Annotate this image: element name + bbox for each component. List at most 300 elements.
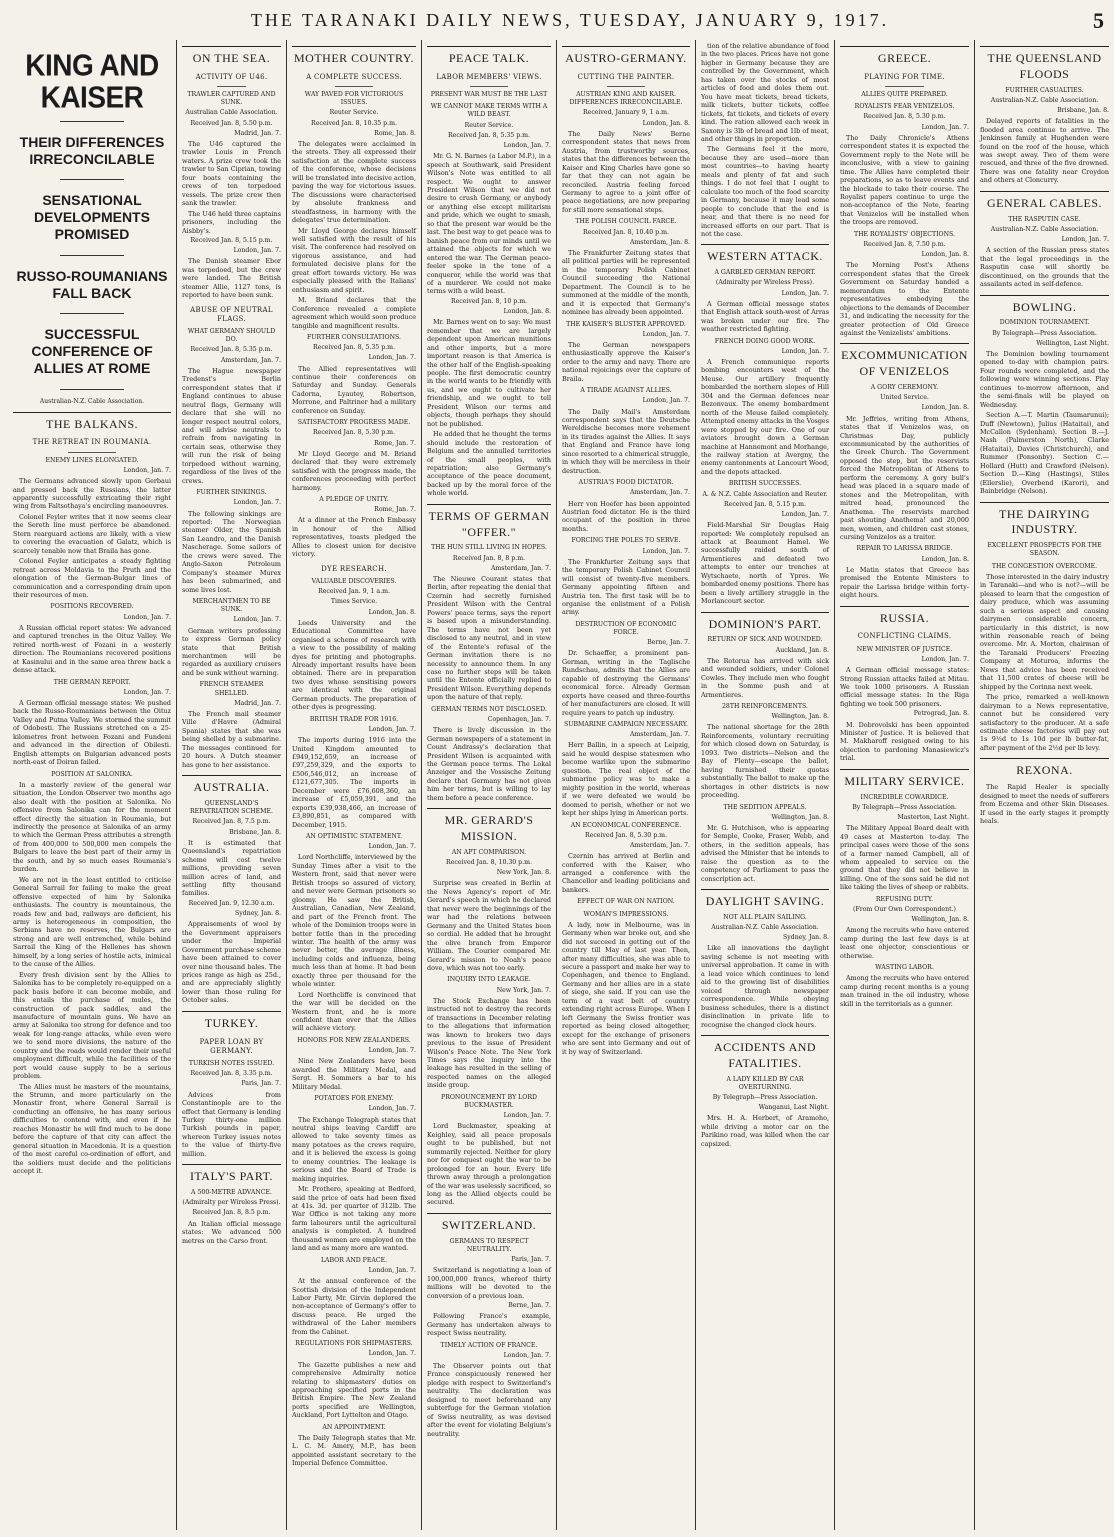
article-subheading: THE POLISH COUNCIL FARCE. [575,218,677,226]
article-subheading: A 500-METRE ADVANCE. [191,1189,272,1197]
article-subheading: BRITISH TRADE FOR 1916. [309,715,399,723]
article-subheading: EFFECT OF WAR ON NATION. [577,898,675,906]
article-paragraph: Mr. Jeffries, writing from Athens, states that if Venizelos was, on Christmas Day, publicly excommunicated by the authorities of the Greek Church. The Government opposed the step, but the reservists forced the Metropolitan of Athens to perform the ceremony. A gory bull's head was placed in a square made of stones and the Metropolitan, with mitred head, pronounced the Anathema. The reservists marched past shouting Anathema! and 20,000 men, women, and children cast stones, cursing Venizelos as a traitor. [840,414,969,541]
article-subheading: SATISFACTORY PROGRESS MADE. [297,419,411,427]
received-line: Received Jan. 8, 10.40 p.m. [583,228,669,236]
article-subheading: A TIRADE AGAINST ALLIES. [580,387,672,395]
source-line: Times Service. [330,598,378,606]
divider [470,86,507,87]
received-line: Received Jan. 8, 5.35 p.m. [448,131,530,139]
article-paragraph: Delayed reports of fatalities in the flooded area continue to arrive. The Jenkinson family at Hughenden were found on the roof of the house, which was swept away. Two of them were rescued, and three of the five drowned. There was one fatality near Croydon and others at Cloncurry. [980,117,1109,185]
received-line: Received Jan. 8, 10 p.m. [450,297,528,305]
article-paragraph: Mr. G. Hutchison, who is appearing for Semple, Cooke, Fraser, Webb, and others, in the sedition appeals, has advised the Minister that he intends to raise the question as to the competency of Parliament to pass the conscription act. [701,823,829,883]
dateline: Rome, Jan. 7. [374,506,416,514]
article-heading: ACCIDENTS AND FATALITIES. [701,1035,829,1072]
article-paragraph: Lord Northcliffe, interviewed by the Sunday Times after a visit to the Western front, said that never were British troops so assured of victory, and never were German prisoners so gloomy. He saw the British, Australian, Canadian, New Zealand, and part of the French front. The whole of the Dominion troops were in better fettle than in the preceding winter. The health of the army was never better, the average illness, including colds and influenza, being much less than at home. It had been exactly three per thousand for the whole winter. [292,853,416,989]
source-line: (From Our Own Correspondent.) [853,906,956,913]
masthead [0,0,1114,40]
dateline: Auckland, Jan. 8. [775,646,829,654]
article-heading: ITALY'S PART. [182,1164,281,1185]
lead-subhead-3: RUSSO-ROUMANIANS FALL BACK [16,267,168,301]
page-number: 5 [1093,8,1104,33]
article-heading: TERMS OF GERMAN "OFFER." [427,504,551,541]
article-subheading: A GARBLED GERMAN REPORT. [714,269,816,277]
article-subheading: ABUSE OF NEUTRAL FLAGS. [190,305,273,323]
dateline: London, Jan. 8. [921,251,969,259]
article-paragraph: The Rapid Healer is specially designed to meet the needs of sufferers from Eczema and other Skin Diseases. If used in the early stages it promptly heals. [980,783,1109,825]
dateline: Amsterdam, Jan. 7. [220,356,281,364]
article-paragraph: The Daily Mail's Amsterdam correspondent says that the Deutsche Wereldische becomes more vehement in its tirades against the Allies. It says that England and France have long since resorted to a chimerical struggle, in which they will be merciless in their destruction. [562,407,690,475]
dateline: New York, Jan. 8. [496,869,551,877]
article-paragraph: M. Dobrovolski has been appointed Minister of Justice. It is believed that M. Makharoff resigned owing to his objection to pardoning Manasiewicz's trial. [840,720,969,763]
article-paragraph: Surprise was created in Berlin at the News Agency's report of Mr. Gerard's speech in which he declared that never were the beginnings of the war had the relations between Germany and the United States been so cordial. He added that he brought the olive branch from Emperor William. The Courier compared Mr. Gerard's mission to Noah's peace dove, which was not too early. [427,879,551,972]
article-paragraph: Every fresh division sent by the Allies to Salonika has to be completely re-equipped on a pack basis before it can become mobile, and this entails the purchase of mules, the construction of pack saddles, and the manufacture of mountain guns. We have an army at Salonika too strong for defence and too weak for long-range attacks, while even were we to send more divisions, the nature of the country and the roads would render their useful employment difficult, while the facilities of the port would cause supply to be a serious problem. [13,970,171,1081]
article-paragraph: Among the recruits who have entered camp during recent months is a young man trained in the oil industry, whose skill in the territorials as a gunner. [840,974,969,1008]
article-subheading: TRAWLER CAPTURED AND SUNK. [187,91,276,107]
article-paragraph: Mr. Prothero, speaking at Bedford, said the price of oats had been fixed at 41s. 3d. per quarter of 312lb. The War Office is not taking any more farm labourers until the agricultural analysis is completed. A hundred thousand women are employed on the land and as many more are wanted. [292,1185,416,1253]
column-4 [421,40,556,1530]
article-subheading: LABOR AND PEACE. [320,1256,388,1264]
dateline: London, Jan. 8. [503,308,551,316]
article-subheading: RETURN OF SICK AND WOUNDED. [707,636,823,644]
dateline: Paris, Jan. 7. [241,1080,281,1088]
article-subheading: PRESENT WAR MUST BE THE LAST [430,91,548,99]
article-subheading: REGULATIONS FOR SHIPMASTERS. [295,1340,413,1348]
dateline: Amsterdam, Jan. 8. [629,238,690,246]
article-paragraph: A Russian official report states: We advanced and captured trenches in the Oituz Valley. We retired north-west of Fozani in a westerly direction. The Roumanians recovered positions at Kasinului and in the same area threw back a dense attack. [13,623,171,675]
article-heading: BOWLING. [980,295,1109,316]
article-paragraph: The Daily Telegraph states that Mr. L. C. M. Amery, M.P., has been appointed assistant secretary to the Imperial Defence Committee. [292,1434,416,1468]
article-paragraph: Mr Lloyd George declares himself well satisfied with the result of his visit. The conference had resolved on vigorous assistance, and had formulated decisive plans for the great effort towards victory. He was especially pleased with the Italians' enthusiasm and spirit. [292,226,416,294]
article-paragraph: The Frankfurter Zeitung states that all political parties will be represented in the temporary Polish Cabinet Council succeeding the National Department. The Council is to be summoned at the middle of the month, and it is expected that Germany's nominee has already been appointed. [562,248,690,317]
article-subheading: INQUIRY INTO LEAKAGE. [447,976,531,984]
article-paragraph: At a dinner at the French Embassy in honour of the Allied representatives, toasts pledged the Allies to closest union for decisive victory. [292,516,416,559]
dateline: London, Jan. 7. [642,547,690,555]
article-subheading: THE SEDITION APPEALS. [723,803,807,811]
received-line: Received Jan. 9, 12.30 a.m. [188,899,275,907]
dateline: Berne, Jan. 7. [647,639,690,647]
column-5 [556,40,695,1530]
dateline: New York, Jan. 7. [496,986,551,994]
received-line: Received Jan. 8, 5.15 p.m. [724,500,806,508]
dateline: Madrid, Jan. 7. [234,129,281,137]
article-paragraph: Appraisements of wool by the Government appraisers under the Imperial Government purchase scheme have been attained to cover over nine thousand bales. The prices range as high as 25d., and are appreciably slightly lower than those ruling for October sales. [182,920,281,1005]
lead-credit: Australian-N.Z. Cable Association. [39,397,145,405]
article-paragraph: The U46 captured the trawler Louis in French waters. A prize crew took the trawler to San Ciprian, towing four boats containing the crews of ten torpedoed vessels. The prize crew then sank the trawler. [182,140,281,208]
article-heading: EXCOMMUNICATION OF VENIZELOS [840,343,969,380]
article-subheading: THE ROYALISTS' OBJECTIONS. [853,230,956,238]
column-7 [834,40,974,1530]
dateline: London, Jan. 7. [368,1047,416,1055]
article-subheading: A LADY KILLED BY CAR OVERTURNING. [726,1075,804,1091]
article-paragraph: The Frankfurter Zeitung says that the temporary Polish Cabinet Council will consist of twenty-five members. Germany appointing fifteen and Austria ten. The first task will be to organise the enlistment of a Polish army. [562,557,690,617]
article-paragraph: Dr. Schaeffer, a prominent pan-German, writing in the Taglische Rundschau, admits that the Allies are capable of destroying the Germans' economical force. Already German exports have ceased and three-fourths of her manufacturers are closed. It will require years to patch up industry. [562,649,690,717]
received-line: Received Jan. 8, 5.15 p.m. [190,236,273,244]
article-paragraph: A German official message states: Strong Russian attacks failed at Mitau. We took 1000 prisoners. A Russian official message states: In the Riga fighting we took 500 prisoners. [840,666,969,708]
article-subheading: WHAT GERMANY SHOULD DO. [187,328,276,344]
dateline: London, Jan. 7. [781,289,829,297]
article-heading: DAYLIGHT SAVING. [701,889,829,910]
article-subheading: PAPER LOAN BY GERMANY. [199,1037,264,1055]
article-subheading: ENEMY LINES ELONGATED. [45,456,139,464]
article-paragraph: Those interested in the dairy industry in Taranaki—and who is not?—will be pleased to learn that the congestion of dairy produce, which was assuming such a serious aspect and causing dairymen considerable concern, particularly in this district, is now within reasonable reach of being overcome. Mr. A. Morton, chairman of the Taranaki Producers' Freezing Company at Moturoa, informs the News that advice has been received that 11,500 crates of cheese will be shipped by the Corinna next week. [980,572,1109,691]
dateline: London, Jan. 7. [921,655,969,663]
article-subheading: WASTING LABOR. [875,964,934,972]
article-paragraph: tion of the relative abundance of food in the two places. Prices have not gone higher in Germany because they are controlled by the Government, which has taken over the stocks of most articles of food and doles them out. You have meat tickets, bread tickets, milk tickets, butter tickets, coffee tickets, fat tickets, and tickets of every kind. The ration allowed each week in Saxony is 3lb of bread and 1lb of meat, and other things in proportion. [701,42,830,143]
article-paragraph: Mr. Barnes went on to say: We must remember that we are largely dependent upon American munitions and other imports, but a more important reason is that America is the other half of the English-speaking people. The first democratic country in the world wants to be friendly with us, and we ought to cultivate her friendship, and we ought to tell President Wilson our terms and objects, though perhaps they should not be published. [427,318,551,428]
article-paragraph: Lord Buckmaster, speaking at Keighley, said all peace proposals ought to be published, but not summarily rejected. Neither for glory nor for conquest ought the war to be prolonged for an hour. Every life thrown away through a prolongation of the war was uselessly sacrificed, so long as the Allied objects could be secured. [427,1122,551,1207]
article-paragraph: The Dominion bowling tournament opened to-day with champion pairs. Four rounds were completed, and the following were winning sections. Play continues to-morrow afternoon, and the semi-finals will be played on Wednesday. [980,349,1109,409]
dateline: Rome, Jan. 8. [374,129,416,137]
article-subheading: BRITISH SUCCESSES. [728,480,802,488]
source-line: Australian-N.Z. Cable Association. [990,225,1099,233]
article-subheading: WE CANNOT MAKE TERMS WITH A WILD BEAST. [430,103,548,119]
divider [68,452,115,453]
article-subheading: NOT ALL PLAIN SAILING. [723,913,807,921]
dateline: London, Jan. 7. [368,354,416,362]
lead-story-header [13,47,171,406]
article-paragraph: The Observer points out that France conspicuously renewed her pledge with respect to Switzerland's neutrality. The declaration was designed to meet beforehand any subterfuge for the German violation of Swiss neutrality, as was devised after the event for violating Belgium's neutrality. [427,1362,551,1438]
dateline: Sydney, Jan. 8. [783,934,829,942]
article-paragraph: Czernin has arrived at Berlin and conferred with the Kaiser, who arranged a conference with the Chancellor and leading politicians and bankers. [562,852,690,894]
dateline: London, Jan. 7. [123,466,171,474]
source-line: Australian-N.Z. Cable Association. [711,924,819,932]
article-subheading: A COMPLETE SUCCESS. [306,72,402,81]
article-paragraph: The national shortage for the 28th Reinforcements, voluntary recruiting for which closed down on Saturday, is 1093. Two districts—Nelson and the Bay of Plenty—escape the ballot, having furnished their quotas substantially. The ballot to make up the shortages in other districts is now proceeding. [701,723,829,800]
dateline: Petrograd, Jan. 8. [913,710,969,718]
article-paragraph: The price, remarked a well-known dairyman to a News representative, cannot but be considered very satisfactory to the producer. At a safe estimate cheese factories will pay out 1s 9½d to 1s 10d per lb butter-fat, after payment of the 2½d per lb levy. [980,693,1109,752]
article-paragraph: The Rotorua has arrived with sick and wounded soldiers, under Colonel Cowles. They include men who fought in the Somme push and at Armentieres. [701,656,829,699]
article-paragraph: The German newspapers enthusiastically approve the Kaiser's order to the army and navy. There are national rejoicings over the capture of Braila. [562,340,690,383]
dateline: Amsterdam, Jan. 7. [629,731,690,739]
article-heading: MOTHER COUNTRY. [292,46,416,67]
source-line: A. & N.Z. Cable Association and Reuter. [702,490,828,498]
article-paragraph: Among the recruits who have entered camp during the last few days is at least one objector, conscientious or otherwise. [840,926,969,960]
article-subheading: ACTIVITY OF U46. [195,72,268,81]
dateline: London, Jan. 8. [921,555,969,563]
article-heading: GENERAL CABLES. [980,191,1109,212]
article-paragraph: Section A.—T. Martin (Taumarunui); Duff (Newtown), Julius (Hataitai), and McCallon (Sydenham). Section B.—J. Nash (Palmerston North), Clarke (Hataitai), Davies (Christchurch), and Rummer (Ponsonby). Section C.—Hollard (Hutt) and Crawford (Nelson). Section D.—King (Hastings), Stiles (Ellerslie), Overbend (Karori), and Bainbridge (Nelson). [980,411,1109,496]
article-subheading: FORCING THE POLES TO SERVE. [571,537,681,545]
article-heading: DOMINION'S PART. [701,612,829,633]
article-paragraph: Mr. G. N. Barnes (a Labor M.P.), in a speech at Southwark, said President Wilson's Note was entitled to all respect. We ought to answer President Wilson that we did not desire to crush Germany, or anybody or anything else except militarism and pride, which we ought to smash, so that the present war would be the last. The best way to get peace was to banish peace from our minds until we attained the objects for which we entered the war. The German peace-feeler spoke in the tone of a conqueror, while the world was that of a murderer. We could not make terms with a wild beast. [427,152,551,296]
article-paragraph: Advices from Constantinople are to the effect that Germany is lending Turkey thirty-one million Turkish pounds in paper, whereon Turkey issues notes to the value of thirty-five million. [182,1090,281,1158]
article-paragraph: There is lively discussion in the German newspapers of a statement in Count Andrassy's declaration that President Wilson is acquainted with the German peace terms. The Lokal Anzeiger and the Vossische Zeitung declare that Germany has not given him her terms, but is willing to lay them before a peace conference. [427,726,551,802]
article-subheading: SUBMARINE CAMPAIGN NECESSARY. [564,721,688,729]
article-subheading: THE RASPUTIN CASE. [1008,215,1081,223]
dateline: Sydney, Jan. 8. [235,910,281,918]
dateline: Amsterdam, Jan. 7. [490,564,551,572]
article-paragraph: German writers professing to express German policy state that British merchantmen will be regarded as auxiliary cruisers and be sunk without warning. [182,626,281,677]
dateline: London, Jan. 7. [781,510,829,518]
article-subheading: TIMELY ACTION OF FRANCE. [440,1341,538,1349]
article-subheading: FURTHER SINKINGS. [196,489,267,497]
article-paragraph: The Allies must be masters of the mountains, the Strumn, and more particularly on the Monastir front, where General Sarrail is conducting an offensive, he has many serious difficulties to contend with, and even if he reaches Monastir he will find much to be done before the capture of that city can affect the general situation in Macedonia. It is a question of the most careful co-ordination of effort, and the soldiers must decide and the politicians accept it. [13,1082,171,1176]
divider [607,86,645,87]
dateline: Wellington, Jan. 8. [911,916,969,924]
dateline: Wellington, Last Night. [1036,339,1109,347]
divider [60,179,123,180]
column-2 [176,40,286,1530]
divider [885,86,924,87]
dateline: London, Jan. 7. [781,347,829,355]
dateline: London, Jan. 7. [368,1350,416,1358]
article-heading: PEACE TALK. [427,46,551,67]
article-paragraph: Mrs. H. A. Herbert, of Aramoho, while driving a motor car on the Parikino road, was killed when the car capsized. [701,1114,829,1148]
dateline: Copenhagen, Jan. 7. [487,715,551,723]
article-heading: GREECE. [840,46,969,67]
article-paragraph: Leeds University and the Educational Committee have organised a scheme of research with a view to the possibility of making dyes for printing and photographs. Already important results have been obtained. There are in preparation two dyes whose sensitising powers are identical with the original German products. The preparation of other dyes is progressing. [292,618,416,712]
article-paragraph: The French mail steamer Ville d'Havre (Admiral Spania) states that she was being shelled by a submarine. The messages continued for 20 hours. A Dutch steamer has gone to her assistance. [182,709,281,769]
article-subheading: AN APPOINTMENT. [322,1423,386,1431]
article-subheading: FRENCH DOING GOOD WORK. [714,337,816,345]
dateline: London, Jan. 8. [368,608,416,616]
article-subheading: MERCHANTMEN TO BE SUNK. [192,598,271,614]
article-heading: AUSTRALIA. [182,775,281,796]
dateline: London, Jan. 7. [503,1112,551,1120]
article-paragraph: The Stock Exchange has been instructed not to destroy the records of transactions in December relating to the allegations that information was known to brokers two days previous to the issue of President Wilson's Peace Note. The New York Times says the inquiry into the leakage has resulted in the selling of respected names on the alleged inside group. [427,996,551,1090]
dateline: Brisbane, Jan. 8. [229,828,281,836]
article-paragraph: Switzerland is negotiating a loan of 100,000,000 francs, whereof thirty millions will be devoted to the conversion of a previous loan. [427,1266,551,1300]
article-paragraph: The delegates were acclaimed in the streets. They all expressed their satisfaction at the complete success of the conference, whose decisions will be translated into decisive action, paving the way for victorious issues. The discussions were characterised by absolute frankness and steadfastness, in harmony with the delegates' true determination. [292,140,416,225]
received-line: Received Jan. 8, 7.50 p.m. [863,240,946,248]
article-paragraph: The following sinkings are reported: The Norwegian steamer Older, the Spanish San Leandro, and the Danish Nascherage. Some sailors of the crews were saved. The Anglo-Saxon Petroleum Company's steamer Murex has been submarined, and some lives lost. [182,509,281,594]
article-paragraph: Mr Lloyd George and M. Briand declared that they were extremely satisfied with the progress made, the conferences proceeding with perfect harmony. [292,449,416,492]
divider [60,389,123,390]
dateline: London, Jan. 7. [368,1266,416,1274]
column-1 [8,40,176,1530]
article-subheading: FURTHER CONSULTATIONS. [307,333,401,341]
source-line: Australian-N.Z. Cable Association. [990,96,1099,104]
dateline: London, Jan. 7. [503,142,551,149]
received-line: Received Jan. 8, 5.50 p.m. [190,119,273,127]
dateline: London, Jan. 7. [503,1351,551,1359]
received-line: Received Jan. 8, 5.30 p.m. [313,429,395,437]
article-paragraph: The Danish steamer Ebor was torpedoed, but the crew were landed. The British steamer Allie, 1127 tons, is reported to have been sunk. [182,257,281,300]
source-line: Reuter Service. [464,121,514,129]
received-line: Received Jan. 8, 7.5 p.m. [192,818,271,826]
dateline: London, Jan. 7. [368,725,416,733]
article-subheading: REFUSING DUTY. [875,895,934,903]
article-heading: REXONA. [980,758,1109,779]
divider [335,86,372,87]
article-heading: RUSSIA. [840,606,969,627]
article-subheading: LABOR MEMBERS' VIEWS. [436,72,542,81]
article-paragraph: The Hague newspaper Tredenst's Berlin correspondent states that if England continues to abuse neutral flags, Germany will declare that she will no longer respect neutral colors, and will advise neutrals to refrain from navigating in certain seas, otherwise they will run the risk of being torpedoed without warning, regardless of the lives of the crews. [182,366,281,485]
article-heading: MR. GERARD'S MISSION. [427,808,551,845]
article-paragraph: The Exchange Telegraph states that neutral ships leaving Cardiff are allowed to take seventy times as many potatoes as the crews require, and it is believed the excess is going to enemy countries. The leakage is serious and the Board of Trade is making inquiries. [292,1115,416,1183]
article-subheading: NEW MINISTER OF JUSTICE. [856,645,953,653]
dateline: Wellington, Jan. 8. [771,813,829,821]
dateline: Amsterdam, Jan. 7. [629,841,690,849]
dateline: London, Jan. 7. [921,123,969,131]
article-paragraph: It is estimated that Queensland's repatriation scheme will cost twelve millions, providing seven million acres of land, and settling fifty thousand families. [182,838,281,898]
lead-subhead-2: SENSATIONAL DEVELOPMENTS PROMISED [34,192,150,242]
lead-headline: KING AND KAISER [25,47,159,115]
article-subheading: GERMAN TERMS NOT DISCLOSED. [431,705,547,713]
article-subheading: INCREDIBLE COWARDICE. [860,793,949,801]
article-subheading: THE HUN STILL LIVING IN HOPES. [431,544,547,552]
dateline: London, Jan. 7. [123,613,171,621]
article-subheading: FURTHER CASUALTIES. [1005,86,1084,94]
article-paragraph: The U46 held three captains prisoners, including the Aisbby's. [182,209,281,235]
lead-subhead-4: SUCCESSFUL CONFERENCE OF ALLIES AT ROME [31,326,153,376]
article-subheading: AN ECONOMICAL CONFERENCE. [570,821,682,829]
source-line: Reuter Service. [329,109,379,117]
article-heading: SWITZERLAND. [427,1213,551,1234]
article-subheading: A PLEDGE OF UNITY. [319,496,389,504]
dateline: London, Jan. 7. [123,688,171,696]
article-subheading: AN OPTIMISTIC STATEMENT. [305,833,403,841]
article-paragraph: A section of the Russian press states that the legal proceedings in the Rasputin case will shortly be discontinued, on the grounds that the assailants acted in self-defence. [980,246,1109,289]
received-line: Received Jan. 8, 5.35 p.m. [190,346,273,354]
received-line: Received Jan. 8, 5.35 p.m. [313,344,395,352]
article-subheading: POSITIONS RECOVERED. [50,603,134,611]
article-paragraph: The Germans advanced slowly upon Gerbaui and pressed back the Russians, the latter apparently successfully extricating their right wing from Faltsothaya's encircling manoeuvres. [13,477,171,511]
article-paragraph: The Daily Chronicle's Athens correspondent states it is expected the Government reply to the Note will be inconclusive, with a view to gaining time. The Allies have completed their preparations, so as to leave events and the blockade to take their course. The Royalist papers continue to urge the non-acceptance of the Note, fearing that Venizelos will be installed when the troops are removed. [840,133,969,227]
article-paragraph: The Morning Post's Athens correspondent states that the Greek Government on Saturday handed a memorandum to the Entente representatives embodying the objections to the demands of December 31, and indicating the necessity for the greater protection of Old Greece against the Venizelists' ambitions. [840,261,969,337]
dateline: Wellington, Jan. 8. [771,713,829,721]
article-subheading: ALLIES QUITE PREPARED. [861,91,948,99]
source-line: Australian Cable Association. [185,109,278,117]
article-heading: ON THE SEA. [182,46,281,67]
article-subheading: THE RETREAT IN ROUMANIA. [32,438,152,447]
article-subheading: TURKISH NOTES ISSUED. [188,1060,275,1068]
article-heading: THE BALKANS. [13,412,171,433]
article-paragraph: A German official message states that English attack south-west of Arras was broken under our fire. The weather restricted fighting. [701,299,829,334]
dateline: London, Jan. 7. [368,843,416,851]
article-subheading: AN APT COMPARISON. [451,848,527,856]
article-subheading: THE CONGESTION OVERCOME. [991,562,1098,570]
article-paragraph: Nine New Zealanders have been awarded the Military Medal, and Sergt. H. Sommers a bar to his Military Medal. [292,1057,416,1091]
dateline: Rome, Jan. 7. [374,439,416,447]
dateline: London, Jan. 7. [233,247,281,255]
article-subheading: QUEENSLAND'S REPATRIATION SCHEME. [190,799,273,816]
article-subheading: GERMANS TO RESPECT NEUTRALITY. [449,1237,529,1253]
article-paragraph: An Italian official message states: We advanced 500 metres on the Carso front. [182,1219,281,1245]
dateline: London, Jan. 7. [233,616,281,624]
article-paragraph: A French communique reports bombing encounters west of the Meuse. Our artillery frequently bombarded the northern slopes of Hill 304 and the German defences near Bezonvaux. The enemy bombardment north of the Meuse failed completely. Attempted enemy attacks in the Vosges were stopped by our fire. One of our aviators brought down a German machine at Hannemont and Morhange, the railway station at Avergny, the enemy cantonments at Lancourt Wood, and the depots attacked. [701,358,829,476]
dateline: London, Jan. 8. [642,119,690,127]
divider [60,121,123,122]
dateline: Berne, Jan. 7. [508,1302,551,1310]
article-paragraph: A German official message states: We pushed back the Russo-Roumanians between the Oituz Valley and Putna Valley. We stormed the summit of Odobesti. The Russians stretched on a 25-kilometres front between Fozani and Fundeni and advanced in the direction of Obilesti. English attempts on Bulgarian advanced posts north-east of Doiran failed. [13,698,171,767]
article-subheading: AUSTRIA'S FOOD DICTATOR. [578,479,674,487]
received-line: Received Jan. 8, 10.30 p.m. [446,859,532,867]
dateline: Madrid, Jan. 7. [234,699,281,707]
received-line: Received, January 9, 1 a.m. [583,109,669,117]
article-subheading: PLAYING FOR TIME. [864,72,945,81]
source-line: United Service. [880,394,929,402]
article-subheading: REPAIR TO LARISSA BRIDGE. [856,545,953,553]
article-paragraph: Field-Marshal Sir Douglas Haig reported: We completely repulsed an attack at Beaumont Hamel. We successfully raided south of Armentieres and defeated two attempts to enter our trenches at Wytschaete, north of Ypres. We bombarded enemy positions. There has been a lively artillery struggle in the Morlancourt sector. [701,521,829,606]
article-paragraph: The Allied representatives will continue their conferences on Saturday and Sunday. Generals Cadorna, Lyautey, Robertson, Morrone, and Paltriner had a military conference on Sunday. [292,364,416,415]
article-subheading: POTATOES FOR ENEMY. [314,1095,394,1103]
article-paragraph: We are not in the least entitled to criticise General Sarrail for failing to make the great offensive expected of him by Salonika enthusiasts. The country is mountainous, the roads few and bad, railways are deficient, his army is heterogeneous in composition, the Serbians have no reserves, the Bulgars are strong and are well entrenched, while behind Sarrail the King of the Hellenes has shown himself, by a long series of hostile acts, inimical to the cause of the Allies. [13,875,171,969]
dateline: London, Jan. 7. [642,330,690,338]
article-heading: THE QUEENSLAND FLOODS [980,46,1109,83]
article-paragraph: Herr von Hoefer has been appointed Austrian food dictator. He is the third occupant of the position in three months. [562,499,690,533]
lead-subhead-1: THEIR DIFFERENCES IRRECONCILABLE [19,133,165,167]
received-line: Received Jan. 8, 5.30 p.m. [585,831,667,839]
article-paragraph: A lady, now in Melbourne, was in Germany when war broke out, and she did not succeed in getting out of the country till May of last year. Then, after many difficulties, she was able to secure a passport and make her way to Copenhagen, and thence to England. Germany and her allies are in a state of siege, she said. If you can use the term of a vast belt of country extending right across Europe. When I left Germany the Swiss frontier was reported as being closed altogether, except for the exchange of prisoners who are sent into Germany and out of it by way of Switzerland. [562,920,690,1056]
article-paragraph: Herr Ballin, in a speech at Leipzig, said he would despise statesmen who become warlike upon the submarine question. The real object of the submarine policy was to make a mighty position in the world, whereas if we were defeated we would be doomed to perish, whether or not we kept her ships lying in American ports. [562,741,690,818]
article-subheading: THE KAISER'S BLUSTER APPROVED. [566,320,686,328]
article-paragraph: The Gazette publishes a new and comprehensive Admiralty notice relating to shipmasters' duties on approaching specified ports in the British Empire. The New Zealand ports specified are Wellington, Auckland, Port Lyttelton and Otago. [292,1360,416,1420]
received-line: Received Jan. 9, 1 a.m. [318,588,390,596]
article-paragraph: At the annual conference of the Scottish division of the Independent Labor Party, Mr. Girvin deplored the non-acceptance of Germany's offer to discuss peace. He urged the withdrawal of the Labor members from the Cabinet. [292,1277,416,1336]
article-subheading: FRENCH STEAMER SHELLED. [199,681,264,697]
article-paragraph: Colonel Feyler anticipates a steady fighting retreat across Moldavia to the Pruth and the elongation of the German-Bulgar lines of communication and a corresponding drain upon their resources of men. [13,557,171,599]
divider [60,313,123,314]
article-subheading: CUTTING THE PAINTER. [577,72,675,81]
article-paragraph: Colonel Feyler writes that it now seems clear the Sereth line must perforce be abandoned. Stern rearguard actions are likely, with a view to covering the evacuation of Galatz, which is scarcely tenable now that Braila has gone. [13,512,171,555]
article-heading: THE DAIRYING INDUSTRY. [980,502,1109,539]
dateline: London, Jan. 7. [368,1105,416,1113]
source-line: (Admiralty per Wireless Press). [715,279,815,287]
article-paragraph: Lord Northcliffe is convinced that the war will be decided on the Western front, and he is more confident than ever that the Allies will achieve victory. [292,990,416,1033]
dateline: London, Jan. 8. [921,404,969,412]
divider [217,86,247,87]
article-paragraph: M. Briand declares that the Conference revealed a complete agreement which would soon produce tangible and magnificent results. [292,296,416,330]
article-subheading: DOMINION TOURNAMENT. [999,319,1090,327]
article-subheading: CONFLICTING CLAIMS. [857,632,952,641]
source-line: By Telegraph—Press Association. [852,803,957,811]
source-line: By Telegraph—Press Association. [992,329,1097,337]
article-subheading: POSITION AT SALONIKA. [51,770,133,778]
dateline: Wanganui, Last Night. [758,1104,829,1112]
article-subheading: AUSTRIAN KING AND KAISER. DIFFERENCES IRRECONCILABLE. [569,91,683,107]
column-6 [695,40,834,1530]
article-paragraph: The Daily News' Berne correspondent states that news from Austria, from trustworthy sources, states that the differences between the Kaiser and King Charles have gone so far that they can not again be reconciled. Austria feeling forced Germany to agree to a joint offer of peace negotiations, are now preparing for still more sensational steps. [562,129,690,214]
received-line: Received Jan. 8, 8.5 p.m. [192,1209,271,1217]
article-subheading: WOMAN'S IMPRESSIONS. [583,910,669,918]
article-subheading: ROYALISTS FEAR VENIZELOS. [854,103,955,111]
article-subheading: VALUABLE DISCOVERIES. [311,577,397,585]
article-paragraph: Following France's example, Germany has undertaken always to respect Swiss neutrality. [427,1312,551,1338]
dateline: London, Jan. 7. [233,499,281,507]
article-subheading: HONORS FOR NEW ZEALANDERS. [297,1036,411,1044]
divider [60,255,123,256]
received-line: Received Jan. 8, 10.35 p.m. [311,119,397,127]
source-line: (Admiralty per Wireless Press). [182,1199,281,1207]
dateline: Paris, Jan. 7. [511,1256,551,1264]
article-paragraph: Le Matin states that Greece has promised the Entente Ministers to repair the Larissa bridge within forty-eight hours. [840,565,969,600]
newspaper-title: THE TARANAKI DAILY NEWS, TUESDAY, JANUARY 9, 1917. [250,10,890,30]
article-subheading: A GORY CEREMONY. [870,384,939,392]
article-subheading: PRONOUNCEMENT BY LORD BUCKMASTER. [441,1093,537,1109]
received-line: Received Jan. 8, 3.35 p.m. [190,1070,273,1078]
dateline: Brisbane, Jan. 8. [1057,107,1109,115]
article-subheading: THE GERMAN REPORT. [53,678,131,686]
article-paragraph: He added that he thought the terms should include the restoration of Belgium and the annulled territories of the small peoples, with repatriation; also Germany's acceptance of the peace document, backed up by the moral force of the whole world. [427,430,551,498]
received-line: Received Jan. 8, 5.30 p.m. [863,113,946,121]
article-subheading: 28TH REINFORCEMENTS. [721,703,809,711]
dateline: London, Jan. 7. [1061,236,1109,244]
article-subheading: WAY PAVED FOR VICTORIOUS ISSUES. [304,91,404,107]
article-heading: WESTERN ATTACK. [701,244,829,265]
article-paragraph: The Nieuwe Courant states that Berlin, after repeating the denial that Czernin had secretly furnished President Wilson with the Central Powers' peace terms, says the report is based upon a misunderstanding. The terms have not been yet disclosed to any neutral, and in view of the Entente's refusal of the German invitation there is no necessity to announce them. In any case no further steps will be taken until the Entente officially replied to President Wilson. Everything depends upon the nature of that reply. [427,575,551,702]
dateline: Masterton, Last Night. [897,814,969,821]
article-paragraph: The imports during 1916 into the United Kingdom amounted to £949,152,659, an increase of £97,259,329, and the exports to £506,546,012, an increase of £121,677,305. The imports in December were £76,608,360, an increase of £5,059,391, and the exports £39,938,466, an increase of £3,890,851, as compared with December, 1915. [292,736,416,829]
column-3 [286,40,421,1530]
received-line: Received Jan. 8, 8 p.m. [452,554,526,562]
dateline: Amsterdam, Jan. 7. [629,489,690,497]
source-line: By Telegraph—Press Association. [712,1094,818,1102]
article-paragraph: The Germans feel it the more, because they are used—more than most countries—to having hearty meals and plenty of fat and such things. I do not feel that I ought to calculate too much of the food scarcity in Germany, because it may lead some people to conclude that the end is near, and that there is no need for increased efforts on our part. That is not the case. [701,145,829,238]
article-heading: TURKEY. [182,1011,281,1032]
article-heading: MILITARY SERVICE. [840,769,969,790]
